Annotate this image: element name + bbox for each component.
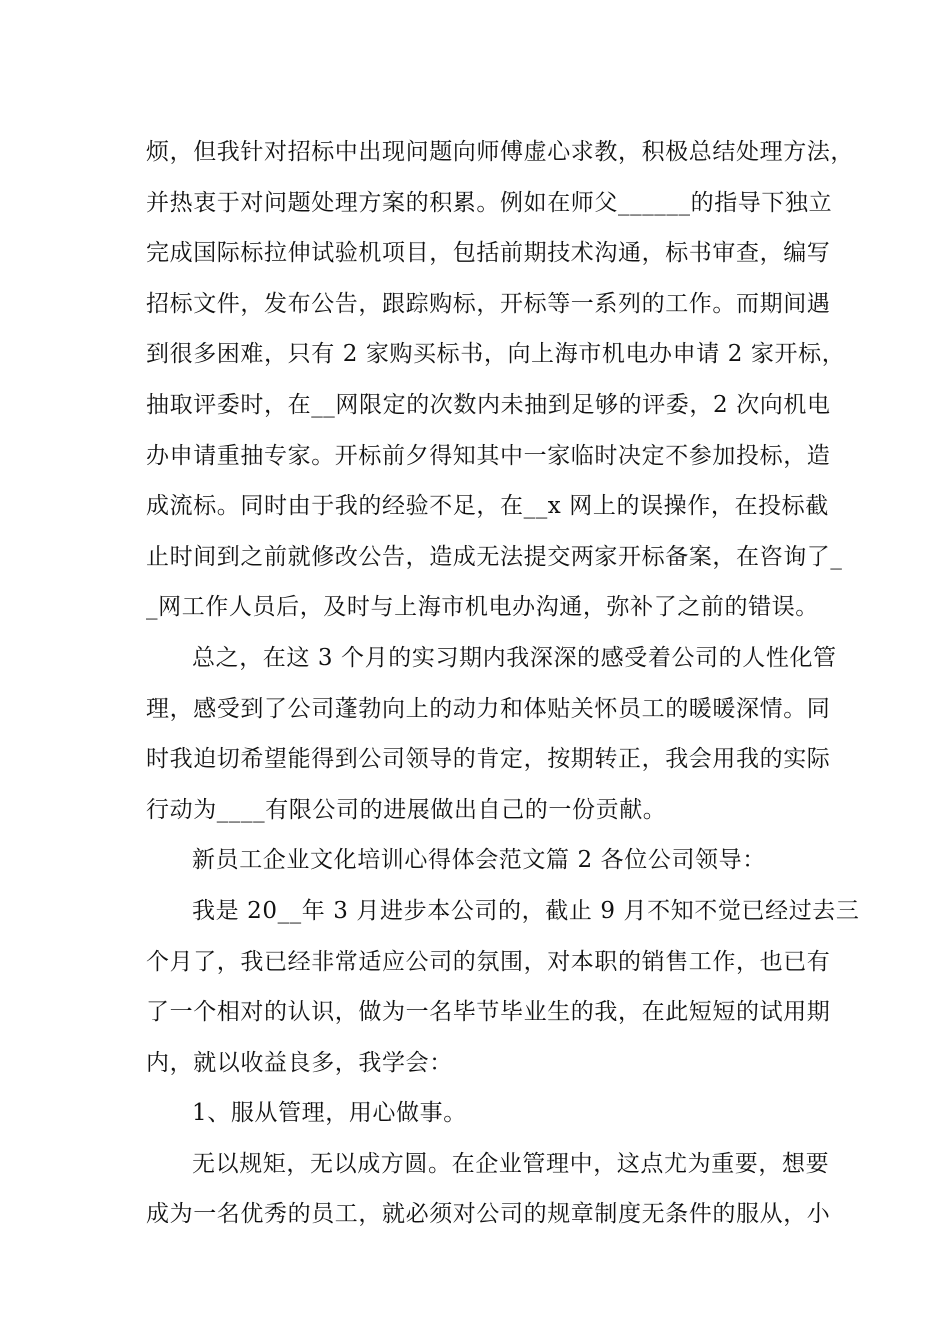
paragraph-first-line: 我是 20__年 3 月进步本公司的，截止 9 月不知不觉已经过去三 bbox=[192, 897, 860, 924]
text-line: 成流标。同时由于我的经验不足，在__x 网上的误操作，在投标截 bbox=[146, 493, 829, 520]
text-line: 内，就以收益良多，我学会： bbox=[146, 1049, 453, 1076]
text-line: 招标文件，发布公告，跟踪购标，开标等一系列的工作。而期间遇 bbox=[146, 290, 831, 317]
list-item-heading: 1、服从管理，用心做事。 bbox=[192, 1100, 467, 1127]
text-line: 到很多困难，只有 2 家购买标书，向上海市机电办申请 2 家开标， bbox=[146, 341, 846, 368]
text-line: _网工作人员后，及时与上海市机电办沟通，弥补了之前的错误。 bbox=[146, 594, 819, 621]
paragraph-first-line: 无以规矩，无以成方圆。在企业管理中，这点尤为重要，想要 bbox=[192, 1150, 830, 1177]
text-line: 时我迫切希望能得到公司领导的肯定，按期转正，我会用我的实际 bbox=[146, 746, 831, 773]
text-line: 并热衷于对问题处理方案的积累。例如在师父______的指导下独立 bbox=[146, 189, 833, 216]
text-line: 办申请重抽专家。开标前夕得知其中一家临时决定不参加投标，造 bbox=[146, 442, 831, 469]
text-line: 理，感受到了公司蓬勃向上的动力和体贴关怀员工的暖暖深情。同 bbox=[146, 695, 831, 722]
text-line: 止时间到之前就修改公告，造成无法提交两家开标备案，在咨询了_ bbox=[146, 543, 843, 570]
text-line: 了一个相对的认识，做为一名毕节毕业生的我，在此短短的试用期 bbox=[146, 999, 831, 1026]
text-line: 抽取评委时，在__网限定的次数内未抽到足够的评委，2 次向机电 bbox=[146, 391, 831, 418]
text-line: 完成国际标拉伸试验机项目，包括前期技术沟通，标书审查，编写 bbox=[146, 240, 831, 267]
paragraph-first-line: 总之，在这 3 个月的实习期内我深深的感受着公司的人性化管 bbox=[192, 644, 837, 671]
text-line: 烦，但我针对招标中出现问题向师傅虚心求教，积极总结处理方法， bbox=[146, 139, 854, 165]
document-body bbox=[146, 127, 860, 1240]
text-line: 个月了，我已经非常适应公司的氛围，对本职的销售工作，也已有 bbox=[146, 948, 831, 975]
text-line: 成为一名优秀的员工，就必须对公司的规章制度无条件的服从，小 bbox=[146, 1201, 831, 1228]
section-heading: 新员工企业文化培训心得体会范文篇 2 各位公司领导： bbox=[192, 847, 766, 874]
text-line: 行动为____有限公司的进展做出自己的一份贡献。 bbox=[146, 796, 667, 823]
